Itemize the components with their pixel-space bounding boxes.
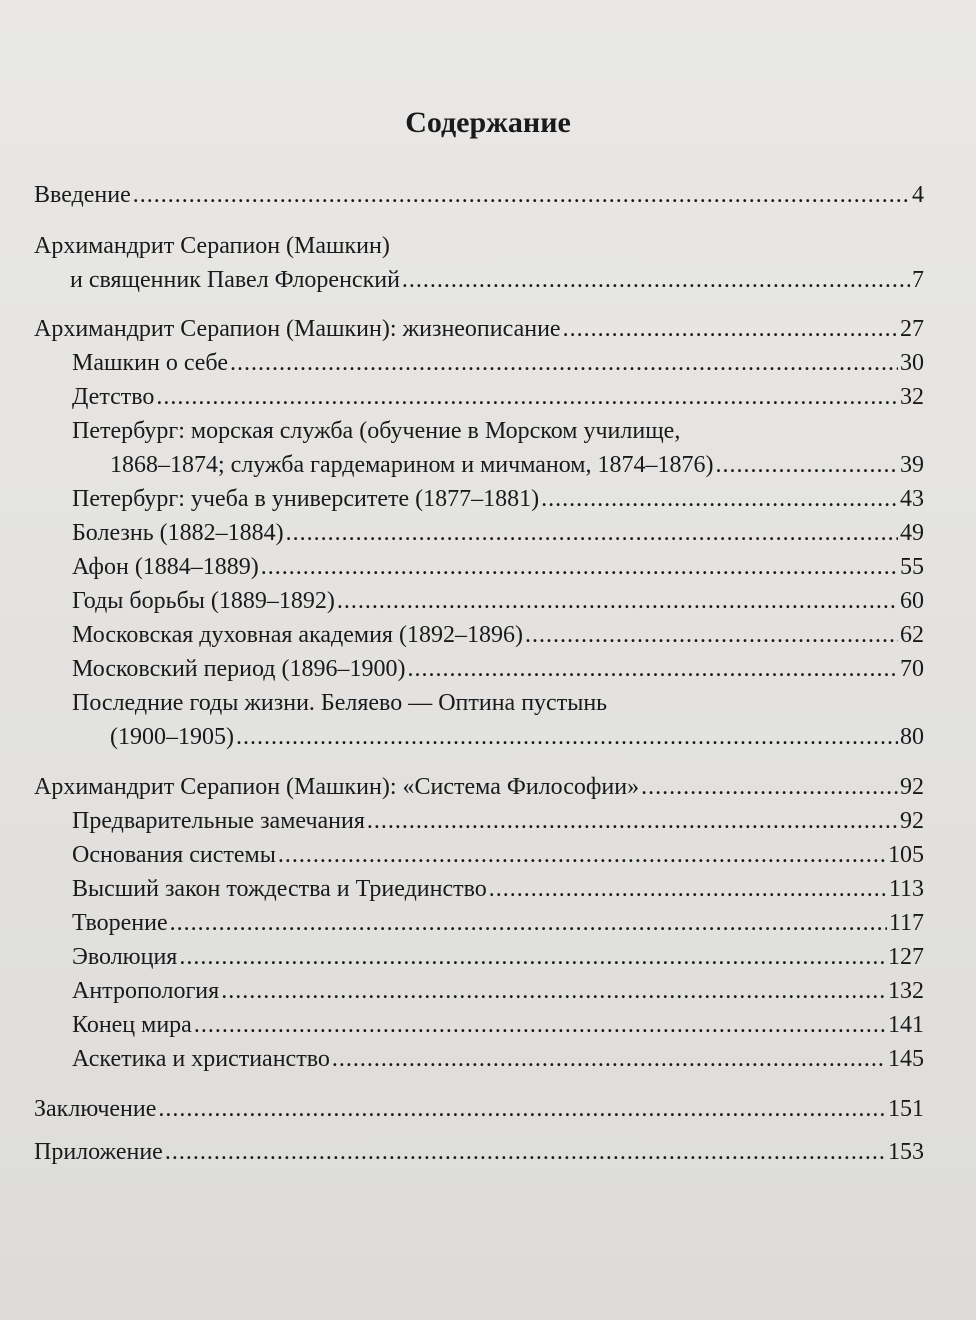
dot-leader [332,1044,886,1074]
toc-entry-label: Высший закон тождества и Триединство [72,876,487,902]
dot-leader [158,1094,886,1124]
toc-page-number: 92 [900,774,924,800]
toc-entry-athos [72,552,924,582]
toc-entry-label: Архимандрит Серапион (Машкин): жизнеописание [34,316,561,342]
dot-leader [156,382,898,412]
toc-page-number: 62 [900,622,924,648]
toc-entry-creation [72,908,924,938]
toc-entry-label: Введение [34,182,131,208]
dot-leader [179,942,886,972]
toc-entry-struggle [72,586,924,616]
toc-page-number: 7 [912,267,924,293]
toc-page-number: 70 [900,656,924,682]
toc-page-number: 4 [912,182,924,208]
toc-entry-label-line1: Последние годы жизни. Беляево — Оптина пустынь [72,690,608,716]
toc-entry-conclusion [34,1094,924,1124]
toc-page-number: 145 [888,1046,924,1072]
toc-page-number: 30 [900,350,924,376]
dot-leader [489,874,887,904]
dot-leader [286,518,898,548]
toc-entry-label: Детство [72,384,155,410]
dot-leader [133,180,910,210]
toc-page-number: 117 [888,910,924,936]
page-title: Содержание [405,106,571,139]
dot-leader [230,348,898,378]
toc-page-number: 49 [900,520,924,546]
dot-leader [402,265,910,295]
toc-entry-anthropology [72,976,924,1006]
toc-entry-academy [72,620,924,650]
dot-leader [641,772,898,802]
toc-entry-ascetics [72,1044,924,1074]
toc-entry-label: Эволюция [72,944,178,970]
toc-entry-label: Приложение [34,1139,163,1165]
toc-page-number: 113 [888,876,924,902]
dot-leader [367,806,898,836]
toc-page-number: 141 [888,1012,924,1038]
toc-entry-appendix [34,1137,924,1167]
toc-page-number: 92 [900,808,924,834]
toc-entry-label: и священник Павел Флоренский [70,267,400,293]
dot-leader [407,654,898,684]
toc-page-number: 39 [900,452,924,478]
toc-page-number: 60 [900,588,924,614]
toc-entry-label: Предварительные замечания [72,808,365,834]
dot-leader [337,586,898,616]
toc-entry-label: Творение [72,910,168,936]
dot-leader [541,484,898,514]
dot-leader [715,450,898,480]
toc-entry-childhood [72,382,924,412]
toc-entry-label: Основания системы [72,842,276,868]
toc-page-number: 55 [900,554,924,580]
toc-entry-label: Годы борьбы (1889–1892) [72,588,335,614]
toc-entry-university [72,484,924,514]
toc-page-number: 105 [888,842,924,868]
toc-page-number: 127 [888,944,924,970]
toc-entry-label-line1: Петербург: морская служба (обучение в Морском училище, [72,418,681,444]
dot-leader [261,552,898,582]
toc-page-number: 32 [900,384,924,410]
toc-entry-system [34,772,924,802]
dot-leader [525,620,898,650]
toc-entry-evolution [72,942,924,972]
toc-entry-label: (1900–1905) [110,724,234,750]
dot-leader [170,908,887,938]
toc-entry-moscow [72,654,924,684]
toc-entry-label: Заключение [34,1096,157,1122]
toc-entry-end-of-world [72,1010,924,1040]
toc-entry-label: Афон (1884–1889) [72,554,259,580]
dot-leader [563,314,898,344]
toc-entry-about-self [72,348,924,378]
toc-entry-label: Машкин о себе [72,350,228,376]
toc-entry-label: Конец мира [72,1012,192,1038]
dot-leader [221,976,886,1006]
toc-entry-highest-law [72,874,924,904]
toc-entry-serapion-florensky [70,265,924,295]
toc-entry-preliminary [72,806,924,836]
toc-entry-label: Болезнь (1882–1884) [72,520,284,546]
toc-entry-last-years [110,722,924,752]
toc-entry-foundations [72,840,924,870]
dot-leader [236,722,898,752]
toc-entry-label: Московская духовная академия (1892–1896) [72,622,523,648]
dot-leader [194,1010,886,1040]
toc-entry-illness [72,518,924,548]
toc-page-number: 27 [900,316,924,342]
toc-page-number: 151 [888,1096,924,1122]
toc-entry-label: 1868–1874; служба гардемарином и мичманом, 1874–1876) [110,452,714,478]
toc-entry-label-line1: Архимандрит Серапион (Машкин) [34,233,390,259]
toc-entry-label: Аскетика и христианство [72,1046,330,1072]
dot-leader [165,1137,886,1167]
toc-entry-label: Архимандрит Серапион (Машкин): «Система Философии» [34,774,640,800]
dot-leader [278,840,886,870]
toc-page-number: 80 [900,724,924,750]
toc-page-number: 132 [888,978,924,1004]
toc-entry-intro [34,180,924,210]
toc-entry-label: Московский период (1896–1900) [72,656,406,682]
toc-page-number: 43 [900,486,924,512]
toc-entry-naval-service [110,450,924,480]
toc-entry-biography [34,314,924,344]
toc-page-number: 153 [888,1139,924,1165]
toc-entry-label: Антропология [72,978,220,1004]
toc-entry-label: Петербург: учеба в университете (1877–1881) [72,486,540,512]
